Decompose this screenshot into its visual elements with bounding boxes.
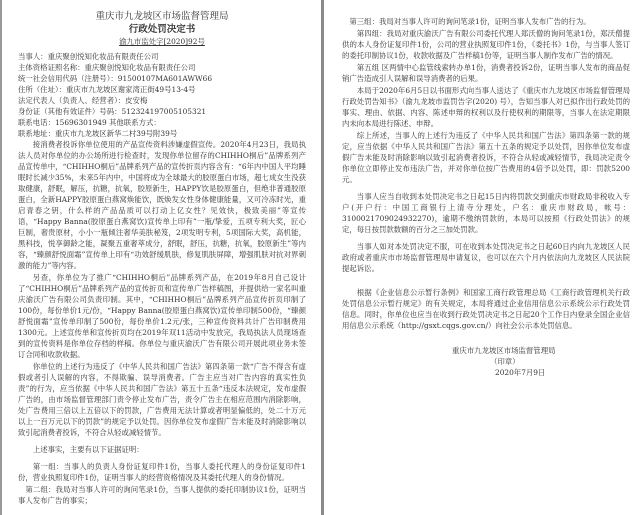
signature-seal: （印章） bbox=[490, 357, 520, 366]
field-address: 住所（住址）：重庆市九龙坡区谢家湾正街49号13-4号 bbox=[18, 85, 196, 94]
field-license-name: 主体资格证照名称：重庆聚创悦知化妆品有限责任公司 bbox=[18, 63, 196, 72]
document-number bbox=[18, 36, 306, 47]
signature-date: 2020年7月9日 bbox=[495, 368, 546, 377]
paragraph-facts: 接消费者投诉你单位使用的产品宣传资料涉嫌虚假宣传。2020年4月23日，我局执法人员对你单位的办公场所进行检查时，发现你单位留存的CHIHHO桐后”品牌系列产品宣传单中，“CHIHHO桐后”品牌系列产品的宣传折页内容含有：“6年内中国人平均睡眠时长减少35%，未来5年内中，中国将成为全球最大的胶原蛋白市场，超七成女生没获取健康，舒眠，解压，抗糖，抗氧，胶原新生，HAPPY饮是胶原蛋白，但绝非普通胶原蛋白，全新HAPPY胶原蛋白燕窝焕能饮，既焕发女性身体健康能量，又可冷冻时光，重启青春之钥，什么样的产品品质可以打动上亿女性？见效快，极致美丽”等宣传语，“Happy Banna(胶原蛋白燕窝饮)宣传单上印有”一瓶/挚爱，五项专利大奖，匠心巨制，奢贵原材，小小一瓶倾注奢华美肤秘笈，2项发明专利，5项国际大奖，高机能，黑科技，悦享御龄之能，凝聚五重奢萃成分，舒眠，舒压，抗糖，抗氧，胶原新生”等内容，“臻颜舒悦面霜”宣传单上印有“功效舒缓肌肤，修复肌肤屏障，增强肌肤对抗对界刺激的能力”等内容。 bbox=[18, 140, 306, 270]
field-party: 当事人：重庆聚创悦知化妆品有限责任公司 bbox=[18, 52, 159, 61]
document-title: 行政处罚决定书 bbox=[128, 24, 196, 35]
evidence-group-2: 第二组：我局对当事人许可的询问笔录1份，当事人提供的委托印制协议1份，证明当事人发布广告的事实； bbox=[18, 485, 306, 505]
evidence-group-3: 第三组：我局对当事人许可的询问笔录1份，证明当事人发布广告的行为。 bbox=[349, 17, 591, 26]
field-legal-representative: 法定代表人（负责人、经营者）：皮安梅 bbox=[18, 96, 148, 105]
issuing-authority-title: 重庆市九龙坡区市场监督管理局 bbox=[95, 11, 229, 22]
field-id-number: 身份证（其他有效证件）号码：512324197005105321 bbox=[18, 107, 207, 116]
paragraph-appeal: 当事人如对本处罚决定不服，可在收到本处罚决定书之日起60日内向九龙坡区人民政府或者重庆市市场监督管理局申请复议，也可以在六个月内依法向九龙坡区人民法院提起诉讼。 bbox=[342, 242, 630, 273]
evidence-group-4: 第四组：我局对重庆渝沃广告有限公司委托代理人郑沃僧的询问笔录1份，郑沃僧提供的本人身份证复印件1份，公司的营业执照复印件1份，《委托书》1份，与当事人签订的委托印制协议1份，收款收据及广告样稿1份等，证明当事人制作发布广告的情况。 bbox=[342, 29, 630, 60]
paragraph-investigation: 另查，你单位为了推广“CHIHHO桐后”品牌系列产品，在2019年8月自己设计了“CHIHHO桐后”品牌系列产品的宣传折页和宣传单广告样稿图，并提供给一家名叫重庆渝沃广告有限公司负责印制。其中，“CHIHHO桐后”品牌系列产品宣传折页印制了100份，每份单价1元/份，“Happy Banna(胶原蛋白燕窝饮)宣传单印制500份，“臻颜舒悦面霜”宣传单印制了500份，每份单价1.2元/张，三种宣传资料共计广告印制费用1300元。上述宣传单和宣传折页均在2019年双11活动中发放完，我局执法人员现场查到的宣传资料是你单位存档的样稿。你单位与重庆渝沃广告有限公司开展此项业务未签订合同和收款收据。 bbox=[18, 273, 306, 359]
evidence-group-1: 第一组：当事人的负责人身份证复印件1份，当事人委托代理人的身份证复印件1份，营业执照复印件1份，证明当事人的经营资格情况及其委托代理人的身份情况。 bbox=[18, 462, 306, 482]
field-phone: 联系电话：15696301949 其他联系方式： bbox=[18, 118, 161, 127]
paragraph-violation: 你单位的上述行为违反了《中华人民共和国广告法》第四条第一款“广告不得含有虚假或者引人误解的内容，不得欺骗、误导消费者。广告主应当对广告内容的真实性负责”的行为，应当依据《中华人民共和国广告法》第五十五条“违反本法规定，发布虚假广告的，由市场监督管理部门责令停止发布广告，责令广告主在相应范围内消除影响，处广告费用三倍以上五倍以下的罚款，广告费用无法计算或者明显偏低的，处二十万元以上一百万元以下的罚款”的规定予以处罚。因你单位发布虚假广告未能及时消除影响以致引起消费者投诉，不符合从轻或减轻情节。 bbox=[18, 362, 306, 437]
document-number-text: 渝九市监处字[2020]92号 bbox=[119, 37, 205, 46]
signature-block bbox=[452, 345, 630, 378]
document-page-2 bbox=[324, 0, 640, 515]
field-credit-code: 统一社会信用代码（注册号）：91500107MA601AWW66 bbox=[18, 74, 213, 83]
paragraph-decision: 综上所述，当事人的上述行为违反了《中华人民共和国广告法》第四条第一款的规定，应当依据《中华人民共和国广告法》第五十五条的规定予以处罚，因你单位发布虚假广告未能及时消除影响以致引起消费者投诉，不符合从轻或减轻情节，我局决定责令你单位立即停止发布违法广告，并对你单位按广告费用的4倍予以处罚，即：罚款5200元。 bbox=[342, 131, 630, 184]
field-contact-address: 联系地址：重庆市九龙坡区新华二村39号附39号 bbox=[18, 129, 178, 138]
paragraph-public-disclosure: 根据《企业信息公示暂行条例》和国家工商行政管理总局《工商行政管理机关行政处罚信息公示暂行规定》的有关规定，本局将通过企业信用信息公示系统公示行政处罚信息。同时，你单位也应当在收到行政处罚决定书之日起20个工作日内登录全国企业信用信息公示系统（http://gsxt.cqgs.gov.cn/）向社会公示本处罚信息。 bbox=[342, 288, 630, 330]
evidence-group-5: 第五组 区两情中心监管线索转办单1份，消费者投诉2份，证明当事人发布的商品促销广告造成引人误解和误导消费者的后果。 bbox=[342, 63, 630, 83]
signature-authority: 重庆市九龙坡区市场监督管理局 bbox=[452, 346, 556, 355]
paragraph-payment: 当事人应当自收到本处罚决定书之日起15日内将罚款交到重庆市财政局非税收入专户(开户行：中国工商银行上清寺分理处，户名：重庆市财政局，帐号：3100021709024932270)，逾期不缴纳罚款的，本局可以按照《行政处罚法》的规定，每日按罚款数额的百分之三加处罚款。 bbox=[342, 192, 630, 234]
paragraph-notification: 本局于2020年6月5日以书面形式向当事人送达了《重庆市九龙坡区市场监督管理局行政处罚告知书》（渝九龙坡市监罚告字(2020) 号），告知当事人对已拟作出行政处罚的事实、理由、依据、内容、陈述申辩的权利以及行使权利的期限等，当事人在法定期限内未向本局进行陈述、申辩。 bbox=[342, 86, 630, 128]
evidence-intro: 上述事实，主要有以下证据证明： bbox=[32, 445, 144, 454]
